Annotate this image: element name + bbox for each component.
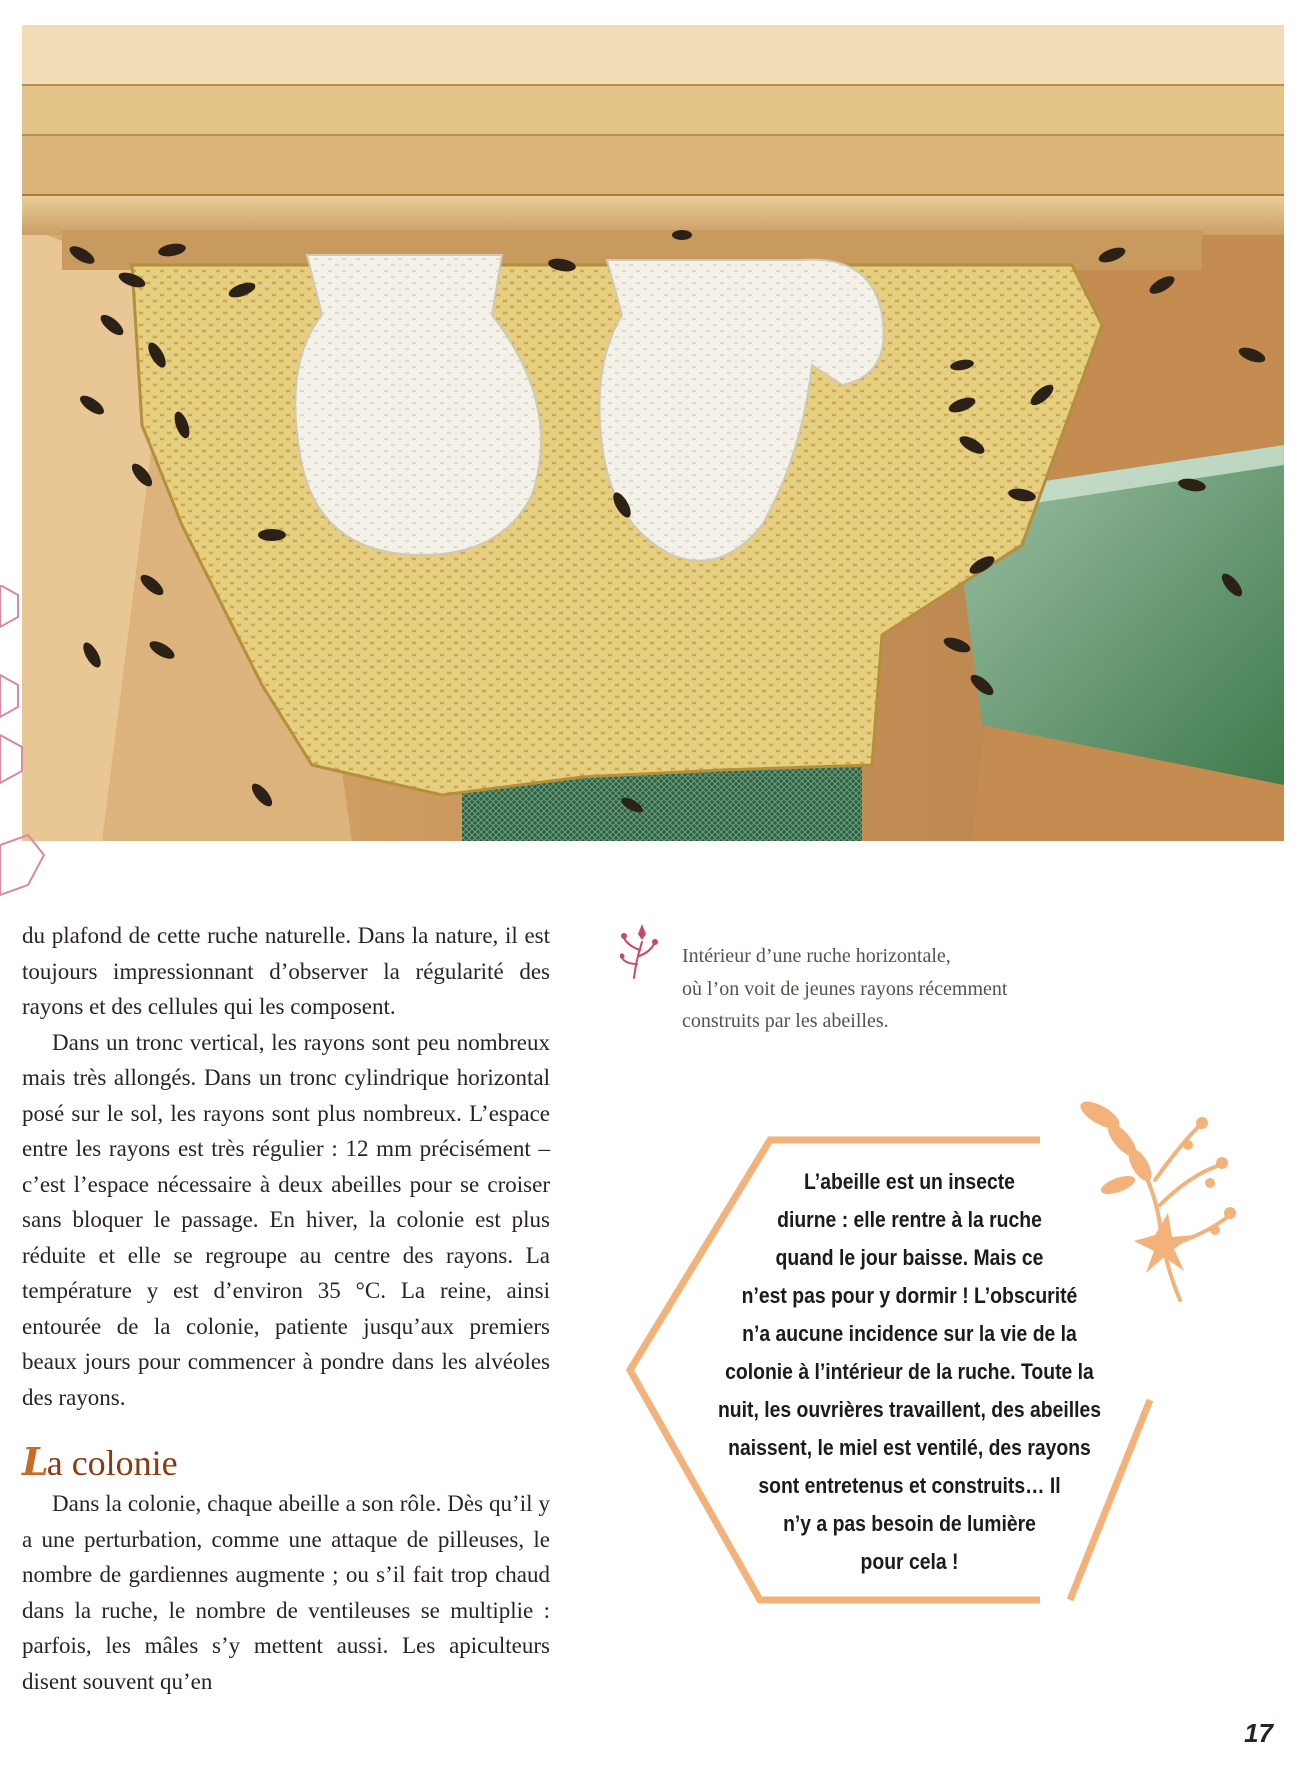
callout-line: colonie à l’intérieur de la ruche. Toute la: [725, 1359, 1094, 1384]
body-paragraph-1: du plafond de cette ruche naturelle. Dans la nature, il est toujours impressionnant d’observer la régularité des rayons et des cellules qui les composent.: [22, 923, 550, 1019]
callout-line: sont entretenus et construits… Il: [758, 1473, 1061, 1498]
callout-line: n’a aucune incidence sur la vie de la: [742, 1321, 1077, 1346]
callout-line: diurne : elle rentre à la ruche: [777, 1207, 1042, 1232]
beehive-comb-photo: [22, 25, 1284, 841]
photo-caption: [682, 940, 1102, 1038]
hive-photo: [22, 25, 1284, 841]
body-paragraph-2: Dans un tronc vertical, les rayons sont peu nombreux mais très allongés. Dans un tronc cylindrique horizontal posé sur le sol, les rayons sont plus nombreux. L’espace entre les rayons est très régulier : 12 mm précisément – c’est l’espace nécessaire à deux abeilles pour se croiser sans bloquer le passage. En hiver, la colonie est plus réduite et elle se regroupe au centre des rayons. La température y est d’environ 35 °C. La reine, ainsi entourée de la colonie, patiente jusqu’aux premiers beaux jours pour commencer à pondre dans les alvéoles des rayons.: [22, 1029, 550, 1410]
section-title: [22, 1441, 550, 1484]
callout-text: [701, 1163, 1119, 1581]
section-title-initial: L: [22, 1439, 47, 1484]
callout-line: n’y a pas besoin de lumière: [783, 1511, 1036, 1536]
caption-line: Intérieur d’une ruche horizontale,: [682, 945, 951, 967]
caption-line: construits par les abeilles.: [682, 1010, 889, 1032]
page-number: 17: [1244, 1718, 1273, 1748]
caption-line: où l’on voit de jeunes rayons récemment: [682, 977, 1008, 1000]
body-paragraph-3: Dans la colonie, chaque abeille a son rôle. Dès qu’il y a une perturbation, comme une attaque de pilleuses, le nombre de gardiennes augmente ; ou s’il fait trop chaud dans la ruche, le nombre de ventileuses se multiplie : parfois, les mâles s’y mettent aussi. Les apiculteurs disent souvent qu’en: [22, 1491, 550, 1694]
flower-sprig-icon: [620, 920, 660, 980]
callout-line: quand le jour baisse. Mais ce: [775, 1245, 1044, 1270]
hexagon-outline-icon: [0, 585, 50, 925]
section-title-text: a colonie: [46, 1443, 178, 1483]
callout-line: naissent, le miel est ventilé, des rayons: [728, 1435, 1091, 1460]
callout-line: nuit, les ouvrières travaillent, des abeilles: [717, 1397, 1102, 1422]
callout-line: n’est pas pour y dormir ! L’obscurité: [741, 1283, 1078, 1308]
body-text-column: [22, 918, 550, 1699]
floral-branch-icon: [1060, 1085, 1240, 1305]
callout-line: pour cela !: [860, 1549, 959, 1574]
callout-line: L’abeille est un insecte: [804, 1169, 1015, 1194]
